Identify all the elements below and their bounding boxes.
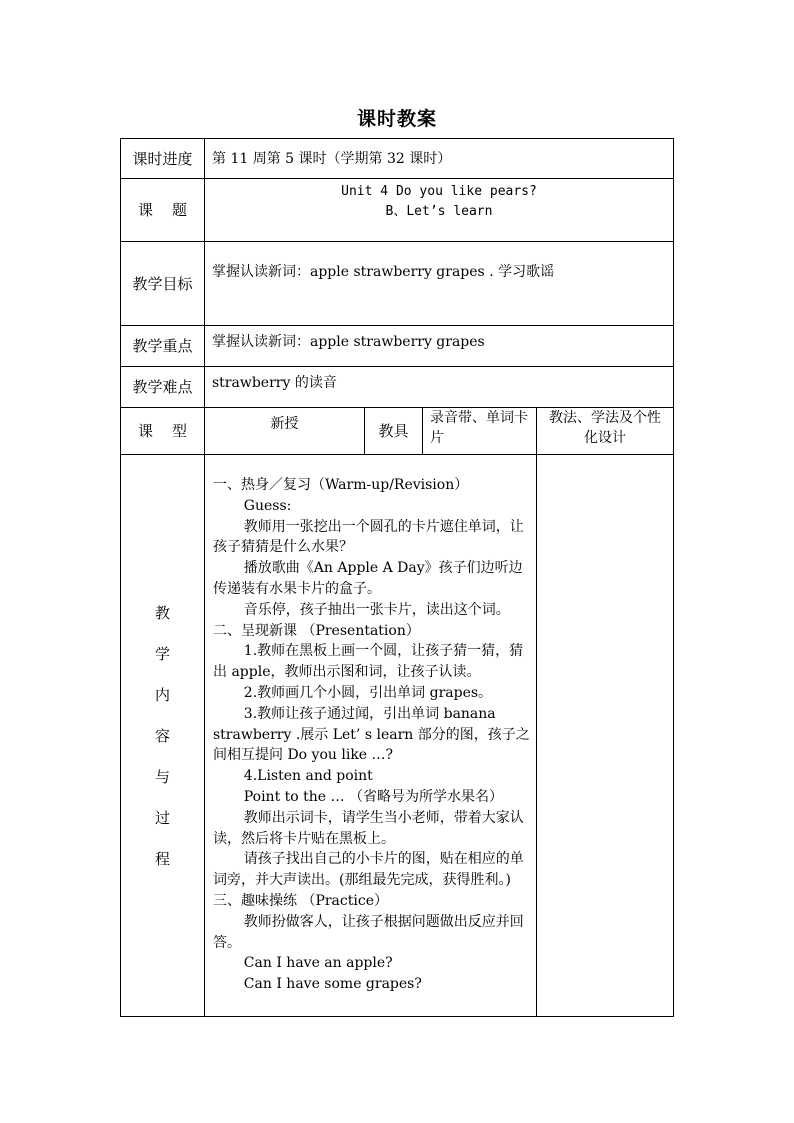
paragraph: Can I have an apple? xyxy=(243,955,393,972)
tools-label: 教具 xyxy=(365,408,423,455)
topic-line-1: Unit 4 Do you like pears? xyxy=(341,184,537,199)
difficulty-value: strawberry 的读音 xyxy=(205,367,674,408)
process-content xyxy=(205,455,537,1017)
process-label-char: 容 xyxy=(154,727,170,745)
paragraph: 教师用一张挖出一个圆孔的卡片遮住单词，让孩子猜猜是什么水果？ xyxy=(213,518,524,556)
process-label-char: 内 xyxy=(154,686,170,704)
paragraph: Can I have some grapes? xyxy=(243,976,422,993)
process-label xyxy=(121,455,205,1017)
row-focus xyxy=(121,326,674,367)
paragraph: 4.Listen and point xyxy=(243,768,373,785)
progress-label: 课时进度 xyxy=(121,139,205,179)
paragraph: 1.教师在黑板上画一个圆，让孩子猜一猜，猜出 apple，教师出示图和词，让孩子认读。 xyxy=(213,643,524,681)
paragraph: 3.教师让孩子通过闻，引出单词 banana strawberry .展示 Let’ s learn 部分的图，孩子之间相互提问 Do you like …? xyxy=(213,705,530,764)
row-topic xyxy=(121,179,674,242)
topic-line-2: B、Let’s learn xyxy=(385,204,493,219)
tools-value: 录音带、单词卡片 xyxy=(423,408,537,455)
focus-value: 掌握认读新词：apple strawberry grapes xyxy=(205,326,674,367)
paragraph: 请孩子找出自己的小卡片的图，贴在相应的单词旁，并大声读出。(那组最先完成，获得胜利。) xyxy=(213,851,524,889)
focus-label: 教学重点 xyxy=(121,326,205,367)
paragraph: 音乐停，孩子抽出一张卡片，读出这个词。 xyxy=(243,601,510,618)
process-label-char: 学 xyxy=(154,645,170,663)
goal-label: 教学目标 xyxy=(121,242,205,326)
section-heading: 一、热身／复习（Warm-up/Revision） xyxy=(213,477,469,493)
progress-value: 第 11 周第 5 课时（学期第 32 课时） xyxy=(205,139,674,179)
paragraph: 教师出示词卡，请学生当小老师，带着大家认读，然后将卡片贴在黑板上。 xyxy=(213,809,524,847)
goal-value: 掌握认读新词：apple strawberry grapes . 学习歌谣 xyxy=(205,242,674,326)
document-title: 课时教案 xyxy=(356,108,437,130)
process-label-char: 程 xyxy=(154,850,170,868)
paragraph: 播放歌曲《An Apple A Day》孩子们边听边传递装有水果卡片的盒子。 xyxy=(213,560,523,597)
row-difficulty xyxy=(121,367,674,408)
paragraph: 教师扮做客人，让孩子根据问题做出反应并回答。 xyxy=(213,913,524,951)
paragraph: Guess: xyxy=(243,497,292,514)
paragraph: 2.教师画几个小圆，引出单词 grapes。 xyxy=(243,684,493,701)
row-goal xyxy=(121,242,674,326)
section-heading: 二、呈现新课 （Presentation） xyxy=(213,622,420,639)
type-value: 新授 xyxy=(205,408,365,455)
process-label-char: 与 xyxy=(154,768,170,786)
process-label-char: 教 xyxy=(154,604,170,622)
method-notes-cell xyxy=(537,455,674,1017)
type-label: 课 型 xyxy=(121,408,205,455)
method-label: 教法、学法及个性化设计 xyxy=(537,408,674,455)
row-process xyxy=(121,455,674,1017)
paragraph: Point to the … （省略号为所学水果名） xyxy=(243,788,503,805)
section-heading: 三、趣味操练 （Practice） xyxy=(213,892,388,909)
row-type xyxy=(121,408,674,455)
lesson-plan-table xyxy=(120,138,674,1017)
row-progress xyxy=(121,139,674,179)
topic-label: 课 题 xyxy=(121,179,205,242)
difficulty-label: 教学难点 xyxy=(121,367,205,408)
process-label-char: 过 xyxy=(154,809,170,827)
